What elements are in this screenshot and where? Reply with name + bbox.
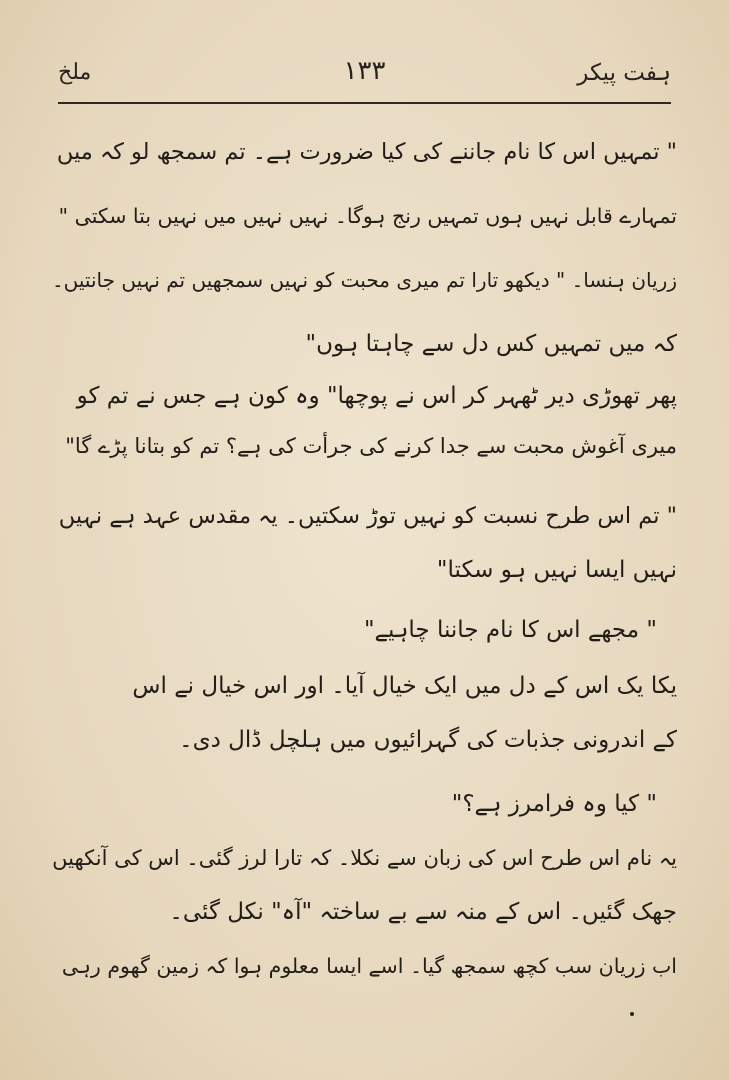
header-tag: ملخ: [58, 60, 92, 85]
text-line: " مجھے اس کا نام جاننا چاہیے": [363, 617, 657, 643]
text-line: میری آغوش محبت سے جدا کرنے کی جرأت کی ہے؟ تم کو بتانا پڑے گا": [65, 434, 677, 458]
page-header: [58, 52, 671, 98]
text-line: " کیا وہ فرامرز ہے؟": [451, 791, 657, 817]
text-line: " تم اس طرح نسبت کو نہیں توڑ سکتیں۔ یہ مقدس عہد ہے نہیں: [58, 503, 677, 529]
text-line: یہ نام اس طرح اس کی زبان سے نکلا۔ کہ تارا لرز گئی۔ اس کی آنکھیں: [52, 846, 677, 870]
text-line: کے اندرونی جذبات کی گہرائیوں میں ہلچل ڈال دی۔: [179, 727, 677, 753]
book-title: ہفت پیکر: [577, 60, 671, 86]
ink-speck: [630, 1012, 634, 1016]
text-line: یکا یک اس کے دل میں ایک خیال آیا۔ اور اس خیال نے اس: [132, 673, 677, 699]
text-line: اب زریان سب کچھ سمجھ گیا۔ اسے ایسا معلوم ہوا کہ زمین گھوم رہی: [61, 954, 677, 978]
text-line: نہیں ایسا نہیں ہو سکتا": [436, 557, 677, 583]
text-line: جھک گئیں۔ اس کے منہ سے بے ساختہ "آہ" نکل گئی۔: [169, 899, 677, 925]
header-rule: [58, 102, 671, 104]
text-line: کہ میں تمہیں کس دل سے چاہتا ہوں": [305, 331, 677, 357]
text-line: زریان ہنسا۔ " دیکھو تارا تم میری محبت کو نہیں سمجھیں تم نہیں جانتیں۔: [51, 268, 677, 292]
text-line: " تمہیں اس کا نام جاننے کی کیا ضرورت ہے۔ تم سمجھ لو کہ میں: [56, 139, 677, 165]
text-line: پھر تھوڑی دیر ٹھہر کر اس نے پوچھا" وہ کون ہے جس نے تم کو: [76, 383, 677, 409]
page-number: ۱۳۳: [343, 56, 386, 86]
text-line: تمہارے قابل نہیں ہوں تمہیں رنج ہوگا۔ نہیں نہیں میں نہیں بتا سکتی ": [58, 204, 677, 228]
